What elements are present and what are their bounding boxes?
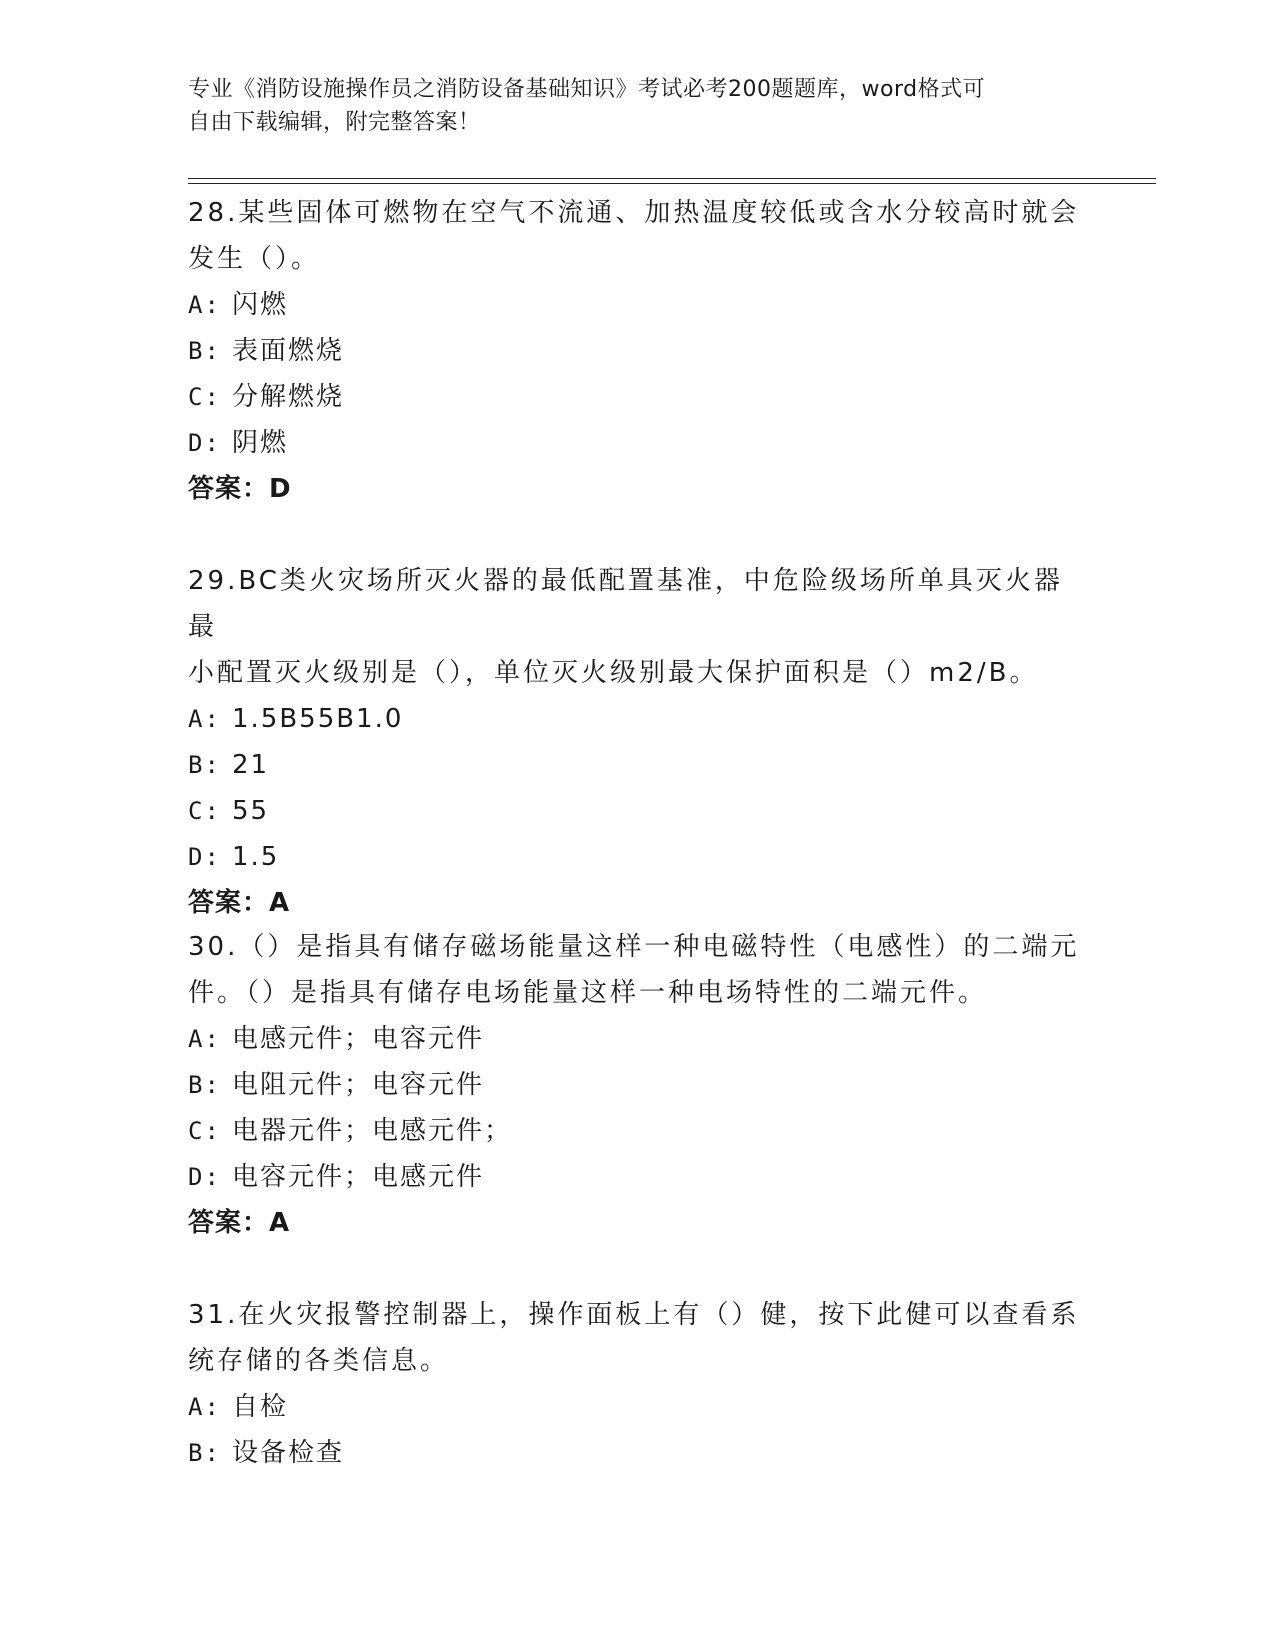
option-key: A: — [188, 1393, 221, 1421]
answer: 答案：D — [188, 474, 292, 504]
option-a — [188, 696, 1088, 742]
option-key: D: — [188, 1163, 221, 1191]
option-key: D: — [188, 843, 221, 871]
option-key: B: — [188, 1071, 221, 1099]
question-stem-line-2: 统存储的各类信息。 — [188, 1346, 450, 1376]
option-text: 闪燃 — [232, 290, 289, 320]
document-header — [188, 73, 1068, 139]
option-text: 电阻元件；电容元件 — [232, 1070, 485, 1100]
option-a — [188, 1016, 1088, 1062]
option-b — [188, 1062, 1088, 1108]
option-key: B: — [188, 1439, 221, 1467]
header-divider-bottom — [188, 183, 1156, 184]
option-key: D: — [188, 429, 221, 457]
header-line-2: 自由下载编辑，附完整答案！ — [188, 110, 481, 135]
option-c — [188, 1108, 1088, 1154]
header-divider-top — [188, 178, 1156, 179]
option-text: 设备检查 — [232, 1438, 345, 1468]
question-stem-line-1: 28.某些固体可燃物在空气不流通、加热温度较低或含水分较高时就会 — [188, 198, 1080, 228]
option-a — [188, 282, 1088, 328]
question-29 — [188, 558, 1088, 926]
option-text: 电感元件；电容元件 — [232, 1024, 485, 1054]
answer: 答案：A — [188, 1208, 291, 1238]
option-a — [188, 1384, 1088, 1430]
option-key: C: — [188, 1117, 221, 1145]
option-key: C: — [188, 797, 221, 825]
question-stem-line-1: 31.在火灾报警控制器上，操作面板上有（）健，按下此健可以查看系 — [188, 1300, 1080, 1330]
option-d — [188, 834, 1088, 880]
question-stem-line-2: 发生（）。 — [188, 244, 321, 274]
question-31 — [188, 1292, 1088, 1476]
option-text: 1.5B55B1.0 — [232, 704, 404, 734]
option-key: A: — [188, 1025, 221, 1053]
option-text: 电容元件；电感元件 — [232, 1162, 485, 1192]
option-text: 电器元件；电感元件； — [232, 1116, 513, 1146]
question-28 — [188, 190, 1088, 512]
option-key: B: — [188, 751, 221, 779]
option-text: 分解燃烧 — [232, 382, 345, 412]
option-text: 21 — [232, 750, 270, 780]
option-b — [188, 328, 1088, 374]
header-line-1: 专业《消防设施操作员之消防设备基础知识》考试必考200题题库，word格式可 — [188, 77, 986, 102]
answer: 答案：A — [188, 888, 291, 918]
option-text: 阴燃 — [232, 428, 289, 458]
question-stem-line-1: 29.BC类火灾场所灭火器的最低配置基准，中危险级场所单具灭火器最 — [188, 566, 1063, 642]
option-d — [188, 1154, 1088, 1200]
option-b — [188, 742, 1088, 788]
question-30 — [188, 924, 1088, 1246]
option-text: 表面燃烧 — [232, 336, 345, 366]
option-d — [188, 420, 1088, 466]
option-key: A: — [188, 291, 221, 319]
question-stem-line-2: 件。（）是指具有储存电场能量这样一种电场特性的二端元件。 — [188, 978, 988, 1008]
question-stem-line-1: 30.（）是指具有储存磁场能量这样一种电磁特性（电感性）的二端元 — [188, 932, 1080, 962]
option-key: C: — [188, 383, 221, 411]
option-key: B: — [188, 337, 221, 365]
option-c — [188, 788, 1088, 834]
question-stem-line-2: 小配置灭火级别是（），单位灭火级别最大保护面积是（）m2/B。 — [188, 658, 1039, 688]
option-text: 55 — [232, 796, 270, 826]
option-b — [188, 1430, 1088, 1476]
option-key: A: — [188, 705, 221, 733]
option-text: 自检 — [232, 1392, 289, 1422]
option-c — [188, 374, 1088, 420]
option-text: 1.5 — [232, 842, 280, 872]
